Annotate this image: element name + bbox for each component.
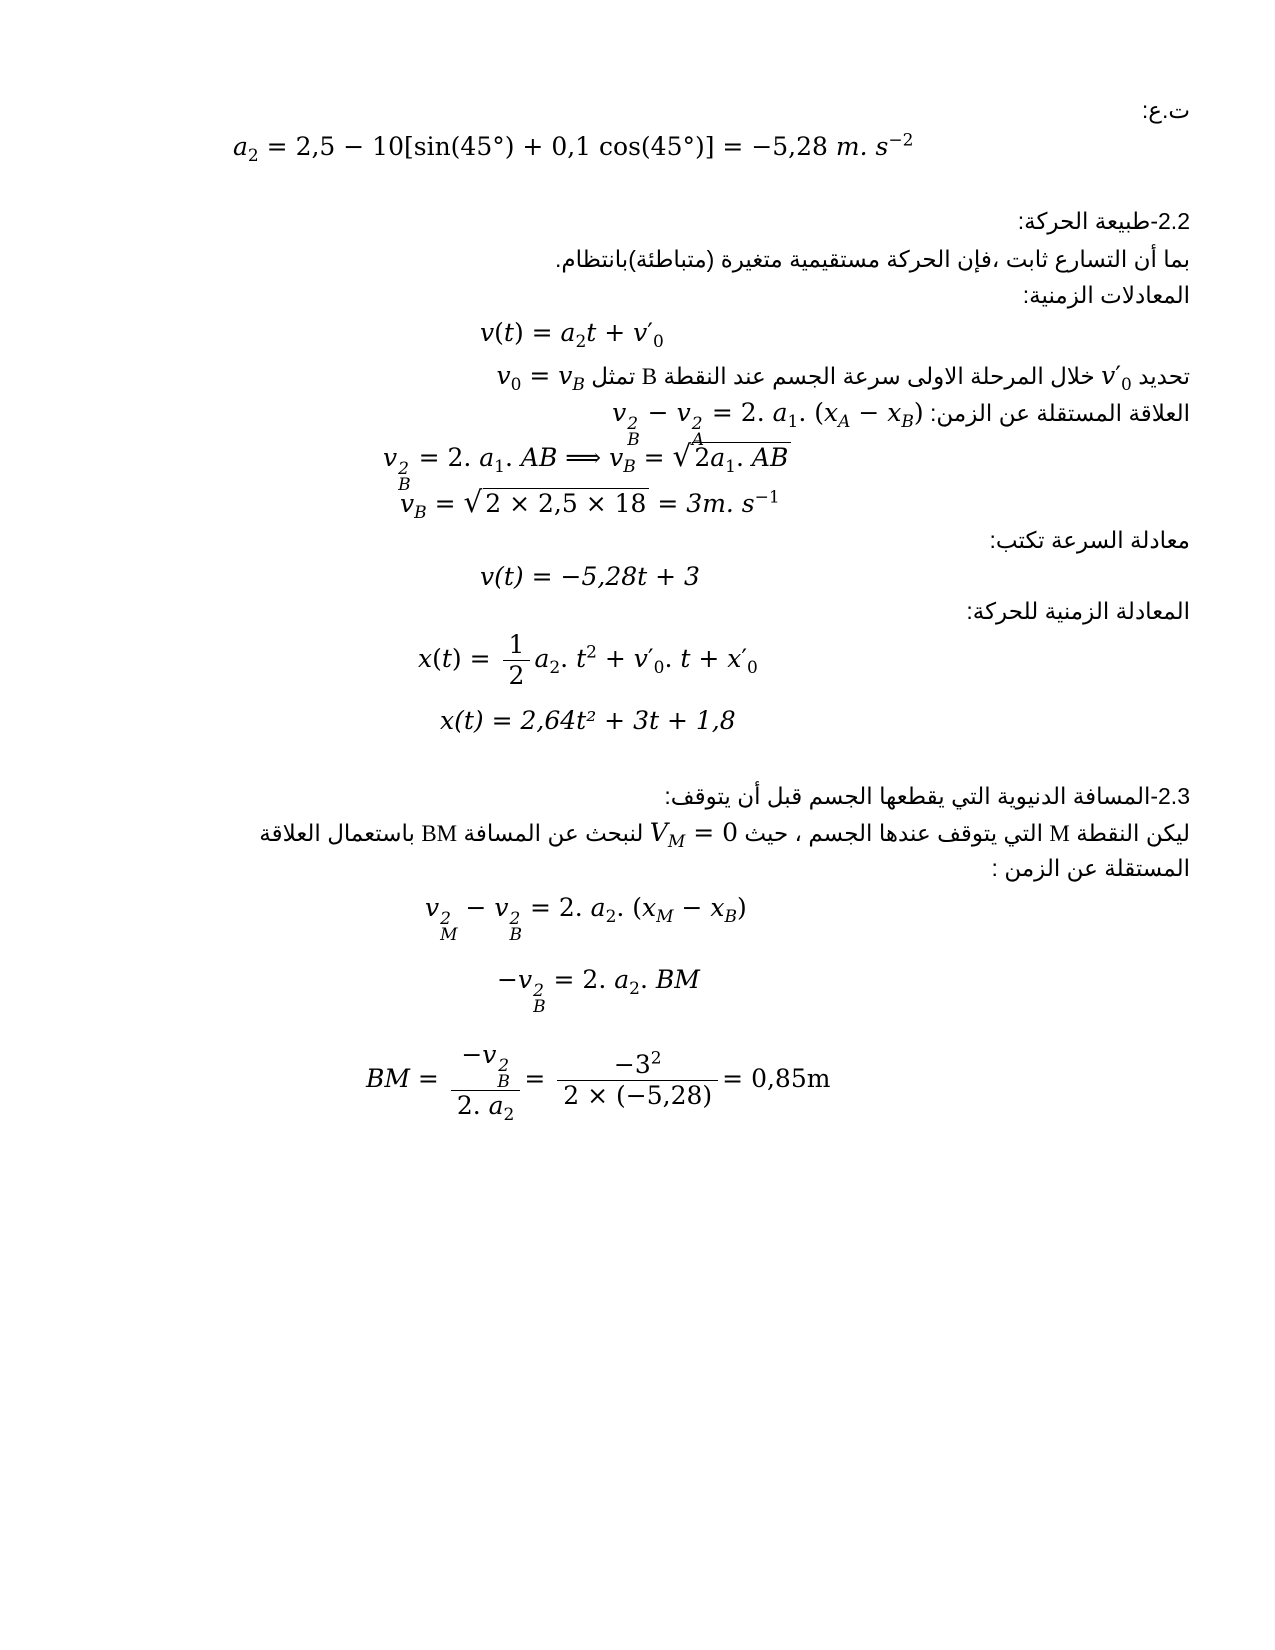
equation-vb-squared: v 2 B = 2. $a_1$. AB ⟹ $v_B$ = √ $2a_1$. AB bbox=[383, 439, 791, 493]
equation-vb2-bm: −v 2 B = 2. $a_2$. BM bbox=[497, 965, 700, 1017]
represents-label: تمثل bbox=[591, 363, 636, 389]
a2-unit: m. s bbox=[835, 132, 889, 161]
equation-position: x(t) = 2,64t² + 3t + 1,8 bbox=[440, 706, 736, 735]
equation-velocity-general: $v(t) = a_2t + v'_0$ bbox=[480, 318, 664, 352]
bm-result: 0,85m bbox=[751, 1063, 831, 1093]
equation-position-general: x(t) = $\frac{1}{2}$ $a_2$. $t^2 + v'_0$. $t + x'_0$ bbox=[418, 630, 758, 690]
motion-nature-text: بما أن التسارع ثابت ،فإن الحركة مستقيمية متغيرة (متباطئة)بانتظام. bbox=[554, 246, 1190, 272]
time-equations-label: المعادلات الزمنية: bbox=[1022, 282, 1190, 308]
equation-vb2-va2: v 2 B − v 2 A = 2. $a_1$. $(x_A - x_B)$ bbox=[612, 398, 924, 450]
first-phase-text: خلال المرحلة الاولى سرعة الجسم عند النقطة bbox=[663, 363, 1095, 389]
time-independent-relation-label: العلاقة المستقلة عن الزمن: bbox=[930, 400, 1190, 426]
equation-vm2-vb2: v 2 M − v 2 B = 2. $a_2$. $(x_M - x_B)$ bbox=[425, 893, 747, 945]
vb-result: 3m. s bbox=[686, 489, 755, 518]
let-point-label: ليكن النقطة bbox=[1076, 820, 1190, 846]
a2-value: −5,28 bbox=[751, 132, 828, 161]
motion-time-equation-label: المعادلة الزمنية للحركة: bbox=[966, 598, 1190, 624]
distance-bm-label: BM bbox=[421, 821, 458, 846]
equation-a2: $a_2 = 2,5 - 10[\sin(45^\circ) + 0,1$ cos(45°)] = −5,28 m. $s^{-2}$ bbox=[233, 130, 914, 166]
using-relation-text: باستعمال العلاقة bbox=[259, 820, 415, 846]
vm-zero: $V_M = 0$ bbox=[649, 818, 739, 852]
equation-velocity: v(t) = −5,28t + 3 bbox=[480, 562, 700, 591]
stop-condition-text: التي يتوقف عندها الجسم ، حيث bbox=[744, 820, 1044, 846]
stop-point-line bbox=[259, 818, 1190, 852]
equation-bm-result: BM = −v 2 B 2. $a_2$ = $\frac{-3^2}{2 \times (-5,28)}$ = 0,85m bbox=[366, 1040, 831, 1125]
numerical-application-label: ت.ع: bbox=[1141, 97, 1190, 123]
determine-label: تحديد bbox=[1138, 363, 1190, 389]
point-m-label: M bbox=[1049, 821, 1070, 846]
search-distance-text: لنبحث عن المسافة bbox=[463, 820, 644, 846]
velocity-equation-label: معادلة السرعة تكتب: bbox=[989, 527, 1190, 553]
section-2-2-title: 2.2-طبيعة الحركة: bbox=[1017, 208, 1190, 234]
point-b-label: B bbox=[641, 364, 658, 389]
time-independent-label-2: المستقلة عن الزمن : bbox=[991, 855, 1190, 881]
equation-vb-value: $v_B$ = √ 2 × 2,5 × 18 = 3m. $s^{-1}$ bbox=[400, 485, 780, 523]
initial-velocity-determination-line: تحديد $v'_0$ خلال المرحلة الاولى سرعة الجسم عند النقطة B تمثل $v_0 = v_B$ bbox=[496, 361, 1190, 395]
section-2-3-title: 2.3-المسافة الدنيوية التي يقطعها الجسم قبل أن يتوقف: bbox=[664, 783, 1190, 809]
a2-unit-exponent: −2 bbox=[888, 130, 914, 151]
